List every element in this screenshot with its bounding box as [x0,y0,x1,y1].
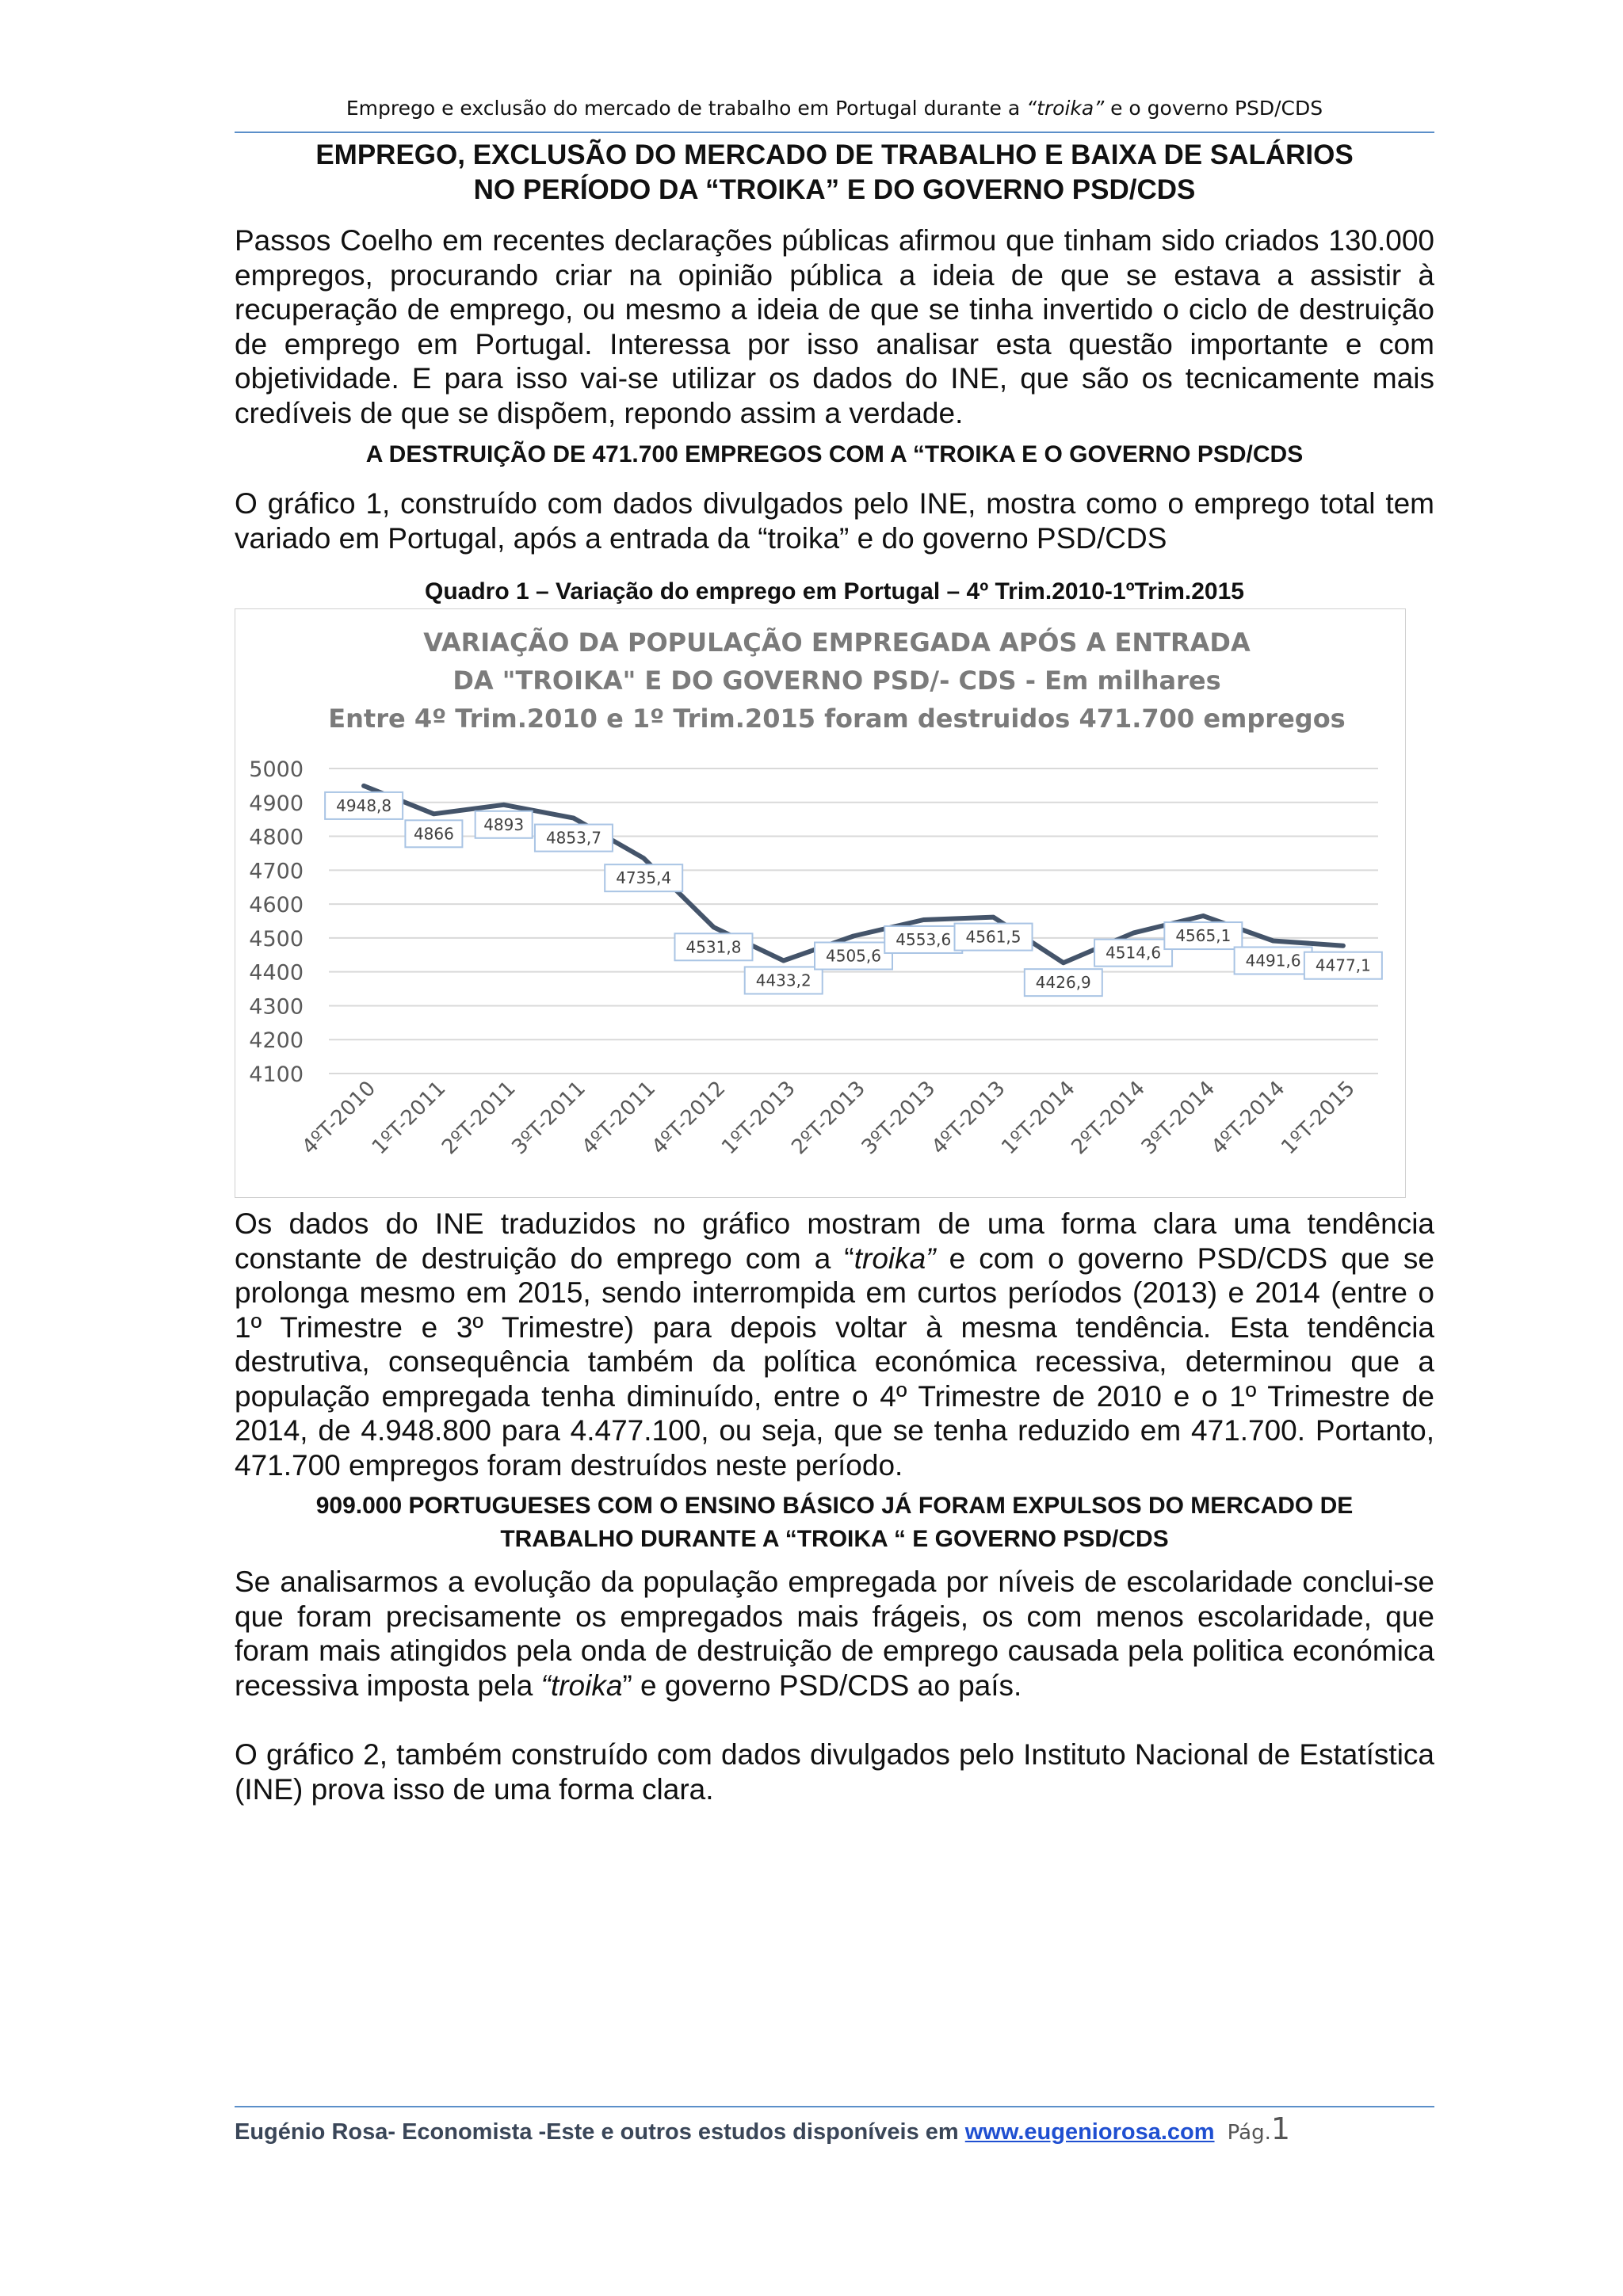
x-tick-label: 3ºT-2013 [857,1076,941,1160]
section-2-heading [235,1489,1434,1556]
x-tick-label: 4ºT-2011 [577,1076,661,1160]
page-footer [235,2111,1434,2150]
footer-website-link[interactable]: www.eugeniorosa.com [964,2119,1215,2145]
page-title-line-2: NO PERÍODO DA “TROIKA” E DO GOVERNO PSD/CDS [473,174,1196,205]
data-label-text: 4866 [413,824,454,844]
data-label-text: 4565,1 [1175,926,1232,946]
x-tick-label: 1ºT-2013 [717,1076,800,1160]
data-label-text: 4514,6 [1106,943,1162,963]
y-tick-label: 4900 [249,791,304,816]
data-label [1164,922,1242,949]
x-tick-label: 3ºT-2014 [1136,1076,1220,1160]
x-tick-label: 1ºT-2015 [1277,1076,1360,1160]
data-point [363,784,365,787]
x-tick-label: 2ºT-2013 [787,1076,870,1160]
data-label [1025,969,1102,996]
data-label [955,924,1033,951]
data-label [884,926,962,953]
x-tick-label: 2ºT-2011 [437,1076,521,1160]
data-point [643,857,645,860]
x-tick-label: 4ºT-2014 [1207,1076,1290,1160]
x-tick-label: 3ºT-2011 [507,1076,590,1160]
data-point [572,817,575,819]
page-title-line-1: EMPREGO, EXCLUSÃO DO MERCADO DE TRABALHO E BAIXA DE SALÁRIOS [315,139,1354,170]
running-header-emphasis: “troika” [1026,97,1105,120]
x-tick-label: 1ºT-2011 [367,1076,451,1160]
page-label: Pág. [1227,2121,1271,2145]
section-2-emphasis: “troika [540,1669,623,1702]
footer-author: Eugénio Rosa- Economista -Este e outros estudos disponíveis em [235,2119,965,2145]
section-2-text-end: ” e governo PSD/CDS ao país. [622,1669,1022,1702]
data-label [1304,952,1382,979]
data-label [745,967,823,994]
data-point [712,926,715,929]
running-header-text-end: e o governo PSD/CDS [1104,97,1323,120]
page-number: 1 [1270,2111,1291,2146]
section-2-paragraph-2: O gráfico 2, também construído com dados divulgados pelo Instituto Nacional de Estatística (INE) prova isso de uma forma clara. [235,1738,1434,1806]
y-tick-label: 5000 [249,757,304,782]
data-point [433,813,435,815]
y-tick-label: 4800 [249,825,304,850]
data-label [325,792,403,819]
data-label-text: 4531,8 [685,937,742,957]
analysis-text-end: e com o governo PSD/CDS que se prolonga mesmo em 2015, sendo interrompida em curtos períodos (2013) e 2014 (entre o 1º Trimestre e 3º Trimestre) para depois voltar à mesma tendência. Esta tendência destrutiva, consequência também da política económica recessiva, determinou que a população empregada tenha diminuído, entre o 4º Trimestre de 2010 e o 1º Trimestre de 2014, de 4.948.800 para 4.477.100, ou seja, que se tenha reduzido em 471.700. Portanto, 471.700 empregos foram destruídos neste período. [235,1241,1434,1482]
y-tick-label: 4200 [249,1028,304,1054]
x-tick-label: 1ºT-2014 [997,1076,1080,1160]
data-point [1342,944,1344,947]
section-1-analysis [235,1207,1434,1482]
data-label [405,820,462,847]
data-point [782,959,785,962]
data-label [535,825,613,852]
section-2-paragraph-1 [235,1565,1434,1703]
section-2-heading-line-1: 909.000 PORTUGUESES COM O ENSINO BÁSICO JÁ FORAM EXPULSOS DO MERCADO DE [315,1493,1354,1519]
x-tick-label: 4ºT-2012 [647,1076,731,1160]
data-label [815,942,892,969]
data-point [922,918,925,921]
header-divider [235,132,1434,133]
data-point [1062,962,1064,964]
data-label-text: 4853,7 [545,828,601,848]
footer-divider [235,2106,1434,2107]
employment-chart-svg [235,609,1405,1197]
section-2-text: Se analisarmos a evolução da população empregada por níveis de escolaridade conclui-se que foram precisamente os empregados mais frágeis, os com menos escolaridade, que foram mais atingidos pela onda de destruição de emprego causada pela politica económica recessiva imposta pela [235,1566,1434,1702]
data-label-text: 4491,6 [1245,951,1301,971]
y-tick-label: 4700 [249,859,304,884]
data-label-text: 4893 [483,814,525,834]
running-header-text: Emprego e exclusão do mercado de trabalho em Portugal durante a [346,97,1027,120]
section-2-heading-line-2: TRABALHO DURANTE A “TROIKA “ E GOVERNO PSD/CDS [500,1526,1169,1552]
data-label-text: 4477,1 [1315,955,1371,975]
data-point [1272,940,1274,942]
chart-caption: Quadro 1 – Variação do emprego em Portugal – 4º Trim.2010-1ºTrim.2015 [424,578,1244,605]
y-tick-label: 4400 [249,960,304,986]
data-label-text: 4561,5 [965,927,1022,947]
y-tick-label: 4100 [249,1062,304,1087]
data-label [475,811,533,838]
data-label-text: 4948,8 [336,795,392,815]
data-label-text: 4553,6 [896,929,952,949]
employment-chart [235,608,1406,1198]
data-point [1132,932,1135,934]
y-tick-label: 4600 [249,893,304,918]
analysis-emphasis: troika” [854,1241,936,1275]
data-point [502,803,505,806]
data-label-text: 4505,6 [826,946,881,966]
x-tick-label: 4ºT-2013 [926,1076,1010,1160]
intro-paragraph: Passos Coelho em recentes declarações públicas afirmou que tinham sido criados 130.000 empregos, procurando criar na opinião pública a ideia de que se estava a assistir à recuperação de emprego, ou mesmo a ideia de que se tinha invertido o ciclo de destruição de emprego em Portugal. Interessa por isso analisar esta questão importante e com objetividade. E para isso vai-se utilizar os dados do INE, que são os tecnicamente mais credíveis de que se dispõem, repondo assim a verdade. [235,224,1434,429]
data-label-text: 4433,2 [755,971,812,990]
y-tick-label: 4500 [249,926,304,952]
data-label [1094,940,1172,967]
data-label-text: 4426,9 [1035,973,1091,993]
y-tick-label: 4300 [249,994,304,1020]
page-title [235,138,1434,208]
analysis-text: Os dados do INE traduzidos no gráfico mostram de uma forma clara uma tendência constante de destruição do emprego com a “ [235,1207,1434,1275]
data-label [674,933,752,960]
section-1-paragraph: O gráfico 1, construído com dados divulgados pelo INE, mostra como o emprego total tem variado em Portugal, após a entrada da “troika” e do governo PSD/CDS [235,487,1434,555]
chart-title-line-3: Entre 4º Trim.2010 e 1º Trim.2015 foram destruidos 471.700 empregos [328,704,1346,734]
data-label-text: 4735,4 [616,868,672,888]
section-1-heading: A DESTRUIÇÃO DE 471.700 EMPREGOS COM A “TROIKA E O GOVERNO PSD/CDS [365,441,1304,467]
data-point [853,935,855,937]
x-tick-label: 2ºT-2014 [1067,1076,1151,1160]
data-label [1235,947,1312,974]
chart-title-line-1: VARIAÇÃO DA POPULAÇÃO EMPREGADA APÓS A ENTRADA [423,627,1251,658]
x-tick-label: 4ºT-2010 [297,1076,381,1160]
data-point [992,916,995,918]
data-label [605,864,682,891]
data-point [1202,915,1205,917]
chart-title-line-2: DA "TROIKA" E DO GOVERNO PSD/- CDS - Em milhares [453,666,1221,696]
running-header [235,97,1434,120]
